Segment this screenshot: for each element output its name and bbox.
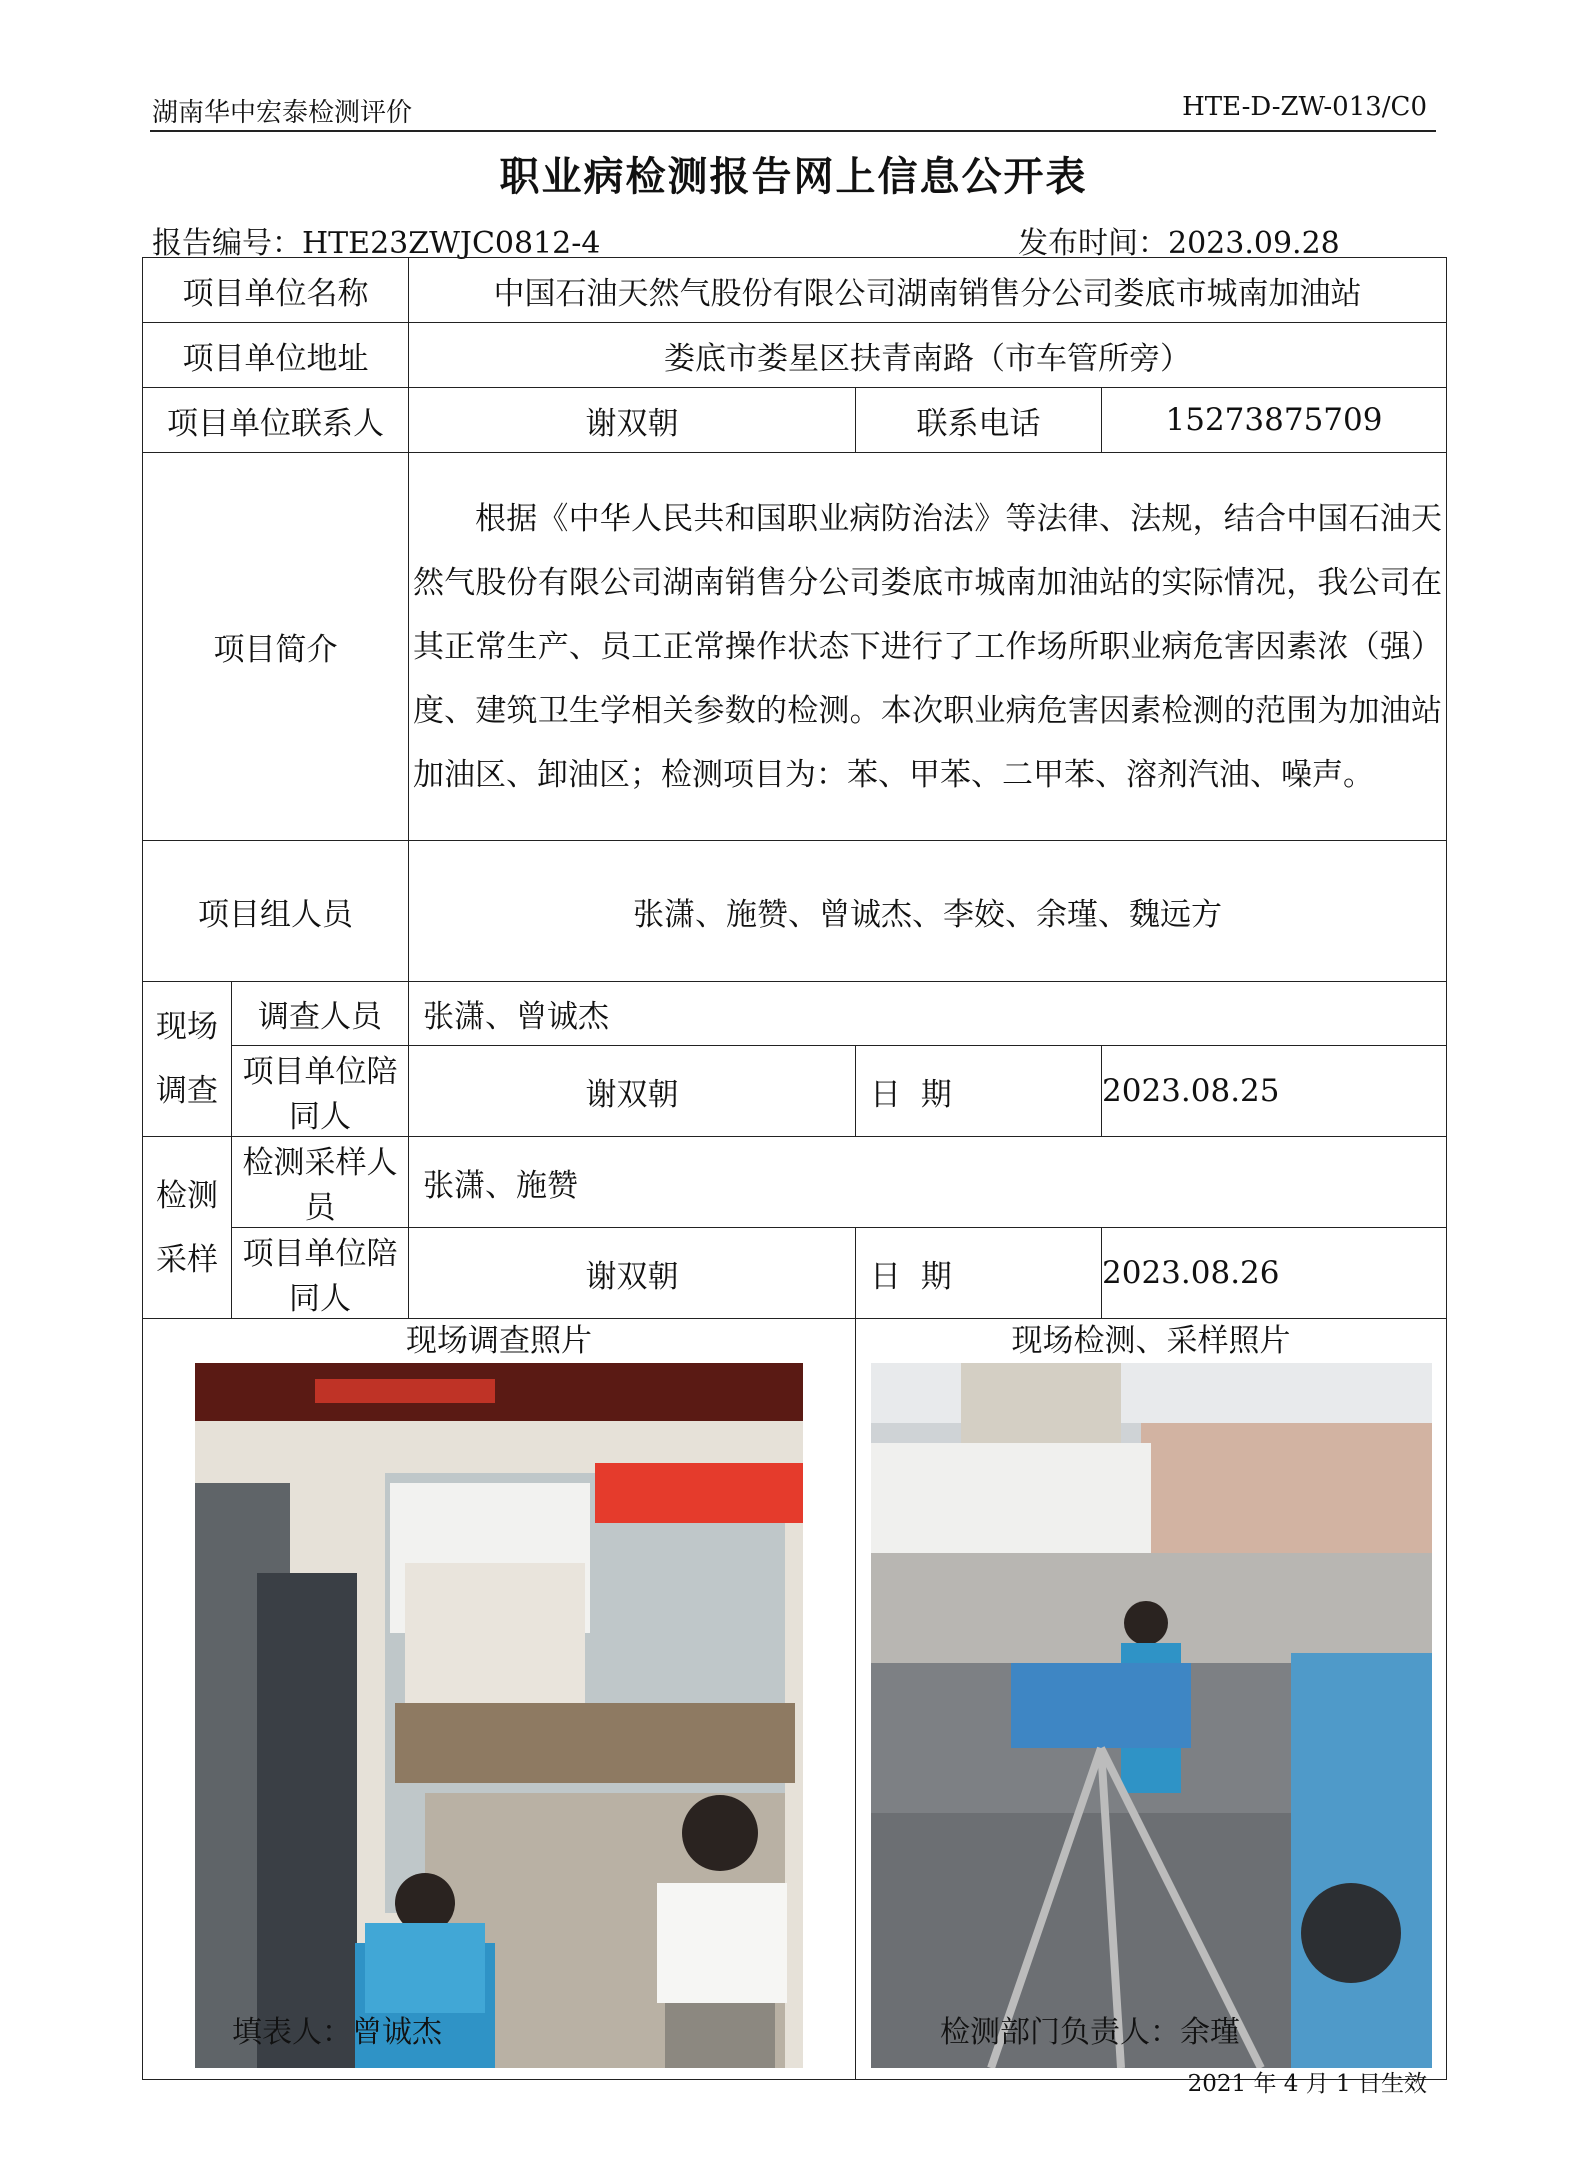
sampling-photo-caption: 现场检测、采样照片 bbox=[1011, 1323, 1291, 1359]
contact-value: 谢双朝 bbox=[409, 388, 856, 453]
phone-label: 联系电话 bbox=[856, 388, 1102, 453]
sampling-escort-label: 项目单位陪同人 bbox=[232, 1228, 409, 1319]
header-company: 湖南华中宏泰检测评价 bbox=[152, 98, 413, 128]
sampling-escort-value: 谢双朝 bbox=[409, 1228, 856, 1319]
unit-address-value: 娄底市娄星区扶青南路（市车管所旁） bbox=[409, 323, 1447, 388]
survey-investigators-value: 张潇、曾诚杰 bbox=[409, 982, 1447, 1046]
survey-date-value: 2023.08.25 bbox=[1102, 1046, 1447, 1137]
row-team bbox=[143, 841, 1447, 982]
row-photos bbox=[143, 1319, 1447, 2080]
survey-date-label: 日 期 bbox=[856, 1046, 1102, 1137]
effective-date: 2021 年 4 月 1 日生效 bbox=[1187, 2071, 1427, 2097]
sampling-photo bbox=[871, 1363, 1432, 2068]
survey-escort-value: 谢双朝 bbox=[409, 1046, 856, 1137]
sampling-staff-label: 检测采样人员 bbox=[232, 1137, 409, 1228]
survey-investigators-label: 调查人员 bbox=[232, 982, 409, 1046]
sampling-date-value: 2023.08.26 bbox=[1102, 1228, 1447, 1319]
sampling-date-label: 日 期 bbox=[856, 1228, 1102, 1319]
department-head: 检测部门负责人：余瑾 bbox=[940, 2015, 1240, 2050]
publish-date: 发布时间：2023.09.28 bbox=[1018, 226, 1340, 261]
form-filler: 填表人：曾诚杰 bbox=[232, 2015, 442, 2050]
header-divider bbox=[150, 130, 1436, 132]
sampling-staff-value: 张潇、施赞 bbox=[409, 1137, 1447, 1228]
unit-name-label: 项目单位名称 bbox=[143, 258, 409, 323]
survey-escort-label: 项目单位陪同人 bbox=[232, 1046, 409, 1137]
contact-label: 项目单位联系人 bbox=[143, 388, 409, 453]
intro-text: 根据《中华人民共和国职业病防治法》等法律、法规，结合中国石油天然气股份有限公司湖南销售分公司娄底市城南加油站的实际情况，我公司在其正常生产、员工正常操作状态下进行了工作场所职业病危害因素浓（强）度、建筑卫生学相关参数的检测。本次职业病危害因素检测的范围为加油站加油区、卸油区；检测项目为：苯、甲苯、二甲苯、溶剂汽油、噪声。 bbox=[413, 500, 1442, 793]
team-label: 项目组人员 bbox=[143, 841, 409, 982]
row-sampling-1 bbox=[143, 1137, 1447, 1228]
phone-value: 15273875709 bbox=[1102, 388, 1447, 453]
unit-name-value: 中国石油天然气股份有限公司湖南销售分公司娄底市城南加油站 bbox=[409, 258, 1447, 323]
unit-address-label: 项目单位地址 bbox=[143, 323, 409, 388]
row-sampling-2 bbox=[143, 1228, 1447, 1319]
intro-label: 项目简介 bbox=[143, 453, 409, 841]
row-intro bbox=[143, 453, 1447, 841]
row-survey-2 bbox=[143, 1046, 1447, 1137]
sampling-section-label: 检测 采样 bbox=[143, 1137, 232, 1319]
row-survey-1 bbox=[143, 982, 1447, 1046]
header-doc-code: HTE-D-ZW-013/C0 bbox=[1182, 92, 1427, 122]
info-table bbox=[142, 257, 1447, 2080]
survey-photo bbox=[195, 1363, 803, 2068]
row-contact bbox=[143, 388, 1447, 453]
page-title: 职业病检测报告网上信息公开表 bbox=[499, 153, 1088, 200]
survey-photo-caption: 现场调查照片 bbox=[406, 1323, 592, 1359]
report-number: 报告编号：HTE23ZWJC0812-4 bbox=[152, 226, 601, 261]
team-value: 张潇、施赞、曾诚杰、李姣、余瑾、魏远方 bbox=[409, 841, 1447, 982]
row-unit-address bbox=[143, 323, 1447, 388]
row-unit-name bbox=[143, 258, 1447, 323]
survey-section-label: 现场 调查 bbox=[143, 982, 232, 1137]
